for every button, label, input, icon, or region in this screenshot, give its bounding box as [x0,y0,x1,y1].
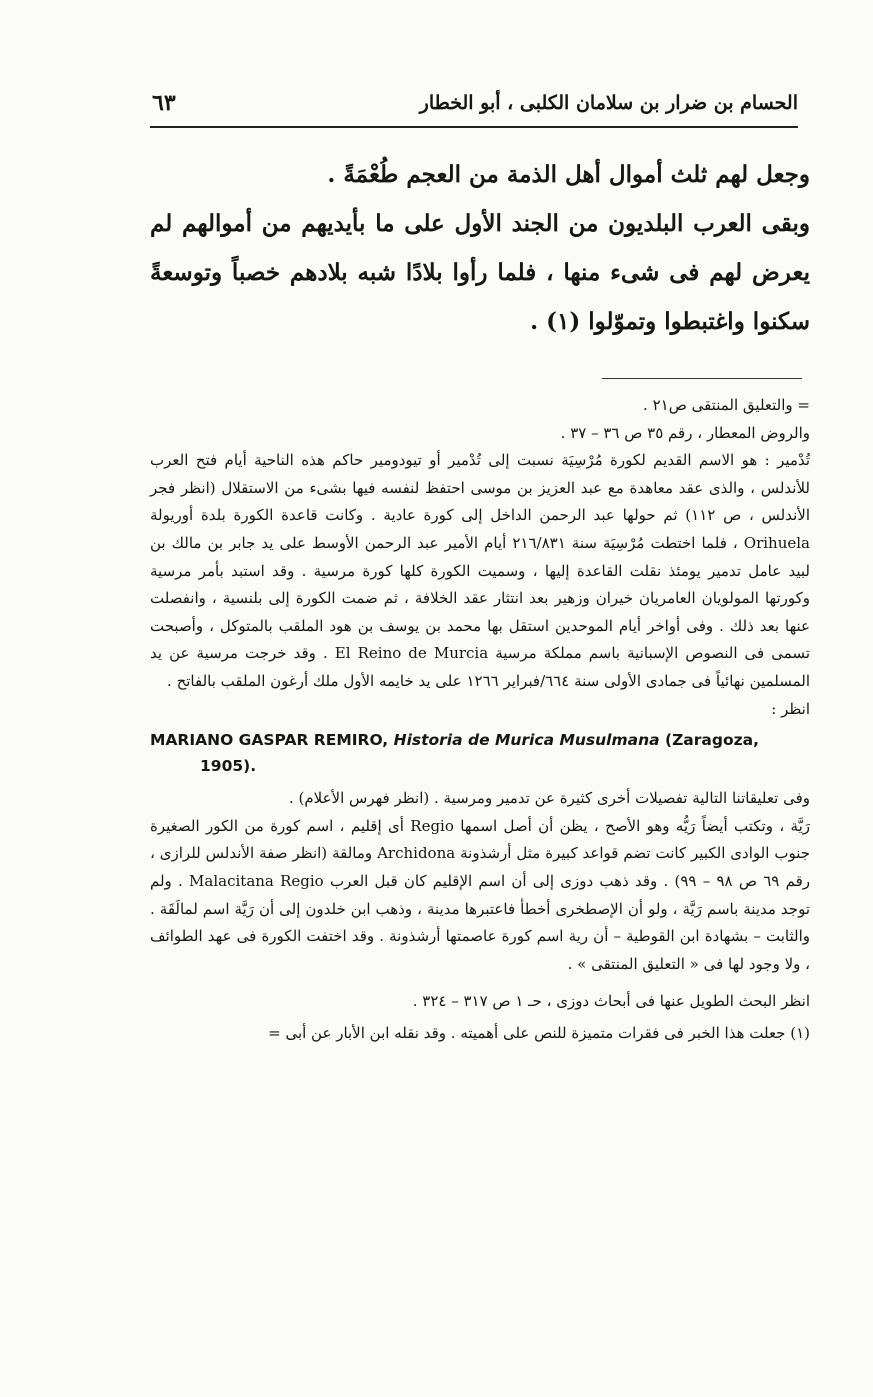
reference-place: (Zaragoza, [664,731,759,750]
reference-author: MARIANO GASPAR REMIRO, [150,731,389,750]
reference-year: 1905). [200,757,257,776]
footnote-dozy: انظر البحث الطويل عنها فى أبحاث دوزى ، حـ ١ ص ٣١٧ – ٣٢٤ . [412,992,810,1011]
bibliographic-reference [150,727,810,779]
header-rule [150,126,798,128]
footnote-rayya: رَيَّة ، وتكتب أيضاً رَيُّه وهو الأصح ، يظن أن أصل اسمها Regio أى إقليم ، اسم كورة من الكور الصغيرة جنوب الوادى الكبير كانت تضم قواعد كبيرة مثل أرشذونة Archidona ومالقة (انظر صفة الأندلس للرازى ، رقم ٦٩ ص ٩٨ – ٩٩) . وقد ذهب دوزى إلى أن اسم الإقليم كان قبل العرب Malacitana Regio . ولم توجد مدينة باسم رَيَّة ، ولو أن الإصطخرى أخطأ فاعتبرها مدينة ، وذهب ابن خلدون إلى أن رَيَّة اسم لمالَقَة . والثابت – بشهادة ابن القوطية – أن رية اسم كورة عاصمتها أرشذونة . وقد اختفت الكورة فى عهد الطوائف ، ولا وجود لها فى « التعليق المنتقى » . [150,816,810,973]
main-paragraph-2: وبقى العرب البلديون من الجند الأول على ما بأيديهم من أموالهم لم يعرض لهم فى شىء منها ، فلما رأوا بلادًا شبه بلادهم خصباً وتوسعةً سكنوا واغتبطوا وتموّلوا (١) . [150,210,810,335]
footnote-see: انظر : [771,699,810,718]
header-title: الحسام بن ضرار بن سلامان الكلبى ، أبو الخطار [419,92,798,114]
main-text [150,150,810,346]
footnote-tudmir: تُدْمير : هو الاسم القديم لكورة مُرْسِيَة نسبت إلى تُدْمير أو تيودومير حاكم هذه الناحية أيام فتح العرب للأندلس ، والذى عقد معاهدة مع عبد العزيز بن موسى احتفظ لنفسه فيها بشىء من الاستقلال (انظر فجر الأندلس ، ص ١١٢) ثم حولها عبد الرحمن الداخل إلى كورة عادية . وكانت قاعدة الكورة بلدة أوريولة Orihuela ، فلما اختطت مُرْسِيَة سنة ٢١٦/٨٣١ أيام الأمير عبد الرحمن الأوسط على يد جابر بن مالك بن لبيد عامل تدمير يومئذ نقلت القاعدة إليها ، وسميت الكورة كلها كورة مرسية . وقد استبد بأمر مرسية وكورتها المولويان العامريان خيران وزهير بعد انتثار عقد الخلافة ، ثم ضمت الكورة إلى بلنسية ، وانفصلت عنها بعد ذلك . وفى أواخر أيام الموحدين استقل بها محمد بن يوسف بن هود الملقب بالمتوكل ، وأصبحت تسمى فى النصوص الإسبانية باسم مملكة مرسية El Reino de Murcia . وقد خرجت مرسية عن يد المسلمين نهائياً فى جمادى الأولى سنة ٦٦٤/فبراير ١٢٦٦ على يد خايمه الأول ملك أرغون الملقب بالفاتح . [150,451,811,690]
reference-work: Historia de Murica Musulmana [393,731,660,750]
running-header [150,88,798,126]
footnotes [150,392,810,1047]
footnote-1: (١) جعلت هذا الخبر فى فقرات متميزة للنص على أهميته . وقد نقله ابن الأبار عن أبى = [268,1023,810,1042]
footnote-separator [602,378,802,379]
main-paragraph-1: وجعل لهم ثلث أموال أهل الذمة من العجم طُعْمَةً . [327,161,810,188]
footnote-cross-reference: وفى تعليقاتنا التالية تفصيلات أخرى كثيرة عن تدمير ومرسية . (انظر فهرس الأعلام) . [288,789,810,808]
footnote-line-1: = والتعليق المنتقى ص٢١ . [643,396,810,414]
footnote-line-2: والروض المعطار ، رقم ٣٥ ص ٣٦ – ٣٧ . [560,423,810,442]
page-number: ٦٣ [152,90,176,116]
